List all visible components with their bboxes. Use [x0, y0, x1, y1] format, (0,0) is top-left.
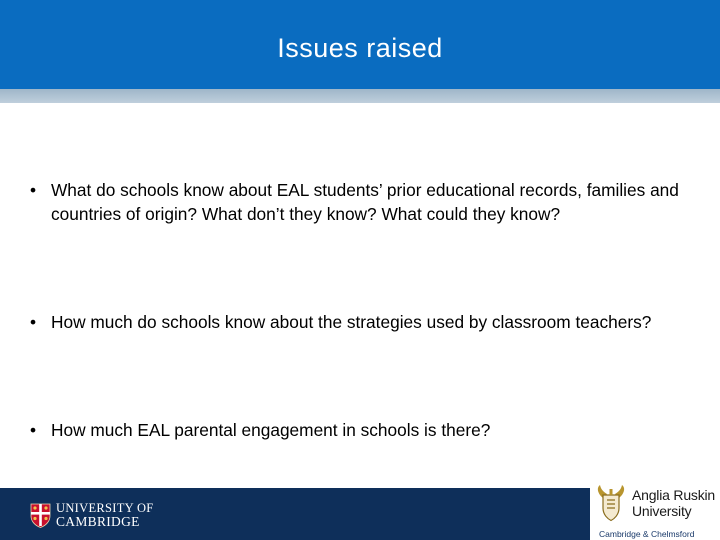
aru-wordmark	[632, 487, 715, 519]
bullet-marker: •	[30, 180, 37, 200]
cambridge-line-1: UNIVERSITY OF	[56, 501, 154, 515]
aru-line-1: Anglia Ruskin	[632, 487, 715, 503]
slide-header	[0, 0, 720, 89]
cambridge-wordmark	[56, 502, 154, 528]
bullet-marker: •	[30, 420, 37, 440]
bullet-item	[30, 178, 690, 226]
bullet-item	[30, 310, 651, 334]
cambridge-line-2: CAMBRIDGE	[56, 514, 140, 529]
bullet-marker: •	[30, 312, 37, 332]
bullet-text: How much EAL parental engagement in schools is there?	[51, 420, 491, 440]
header-stripe	[0, 89, 720, 103]
slide-title: Issues raised	[277, 33, 443, 63]
anglia-ruskin-crest-icon	[594, 484, 628, 522]
slide-footer	[0, 488, 590, 540]
aru-line-2: University	[632, 503, 692, 519]
bullet-text: What do schools know about EAL students’ prior educational records, families and countries of origin? What don’t they know? What could they know?	[51, 180, 679, 224]
anglia-ruskin-logo	[590, 480, 720, 540]
cambridge-shield-icon	[30, 503, 51, 528]
bullet-item	[30, 418, 490, 442]
bullet-text: How much do schools know about the strategies used by classroom teachers?	[51, 312, 652, 332]
aru-campuses: Cambridge & Chelmsford	[599, 529, 695, 539]
